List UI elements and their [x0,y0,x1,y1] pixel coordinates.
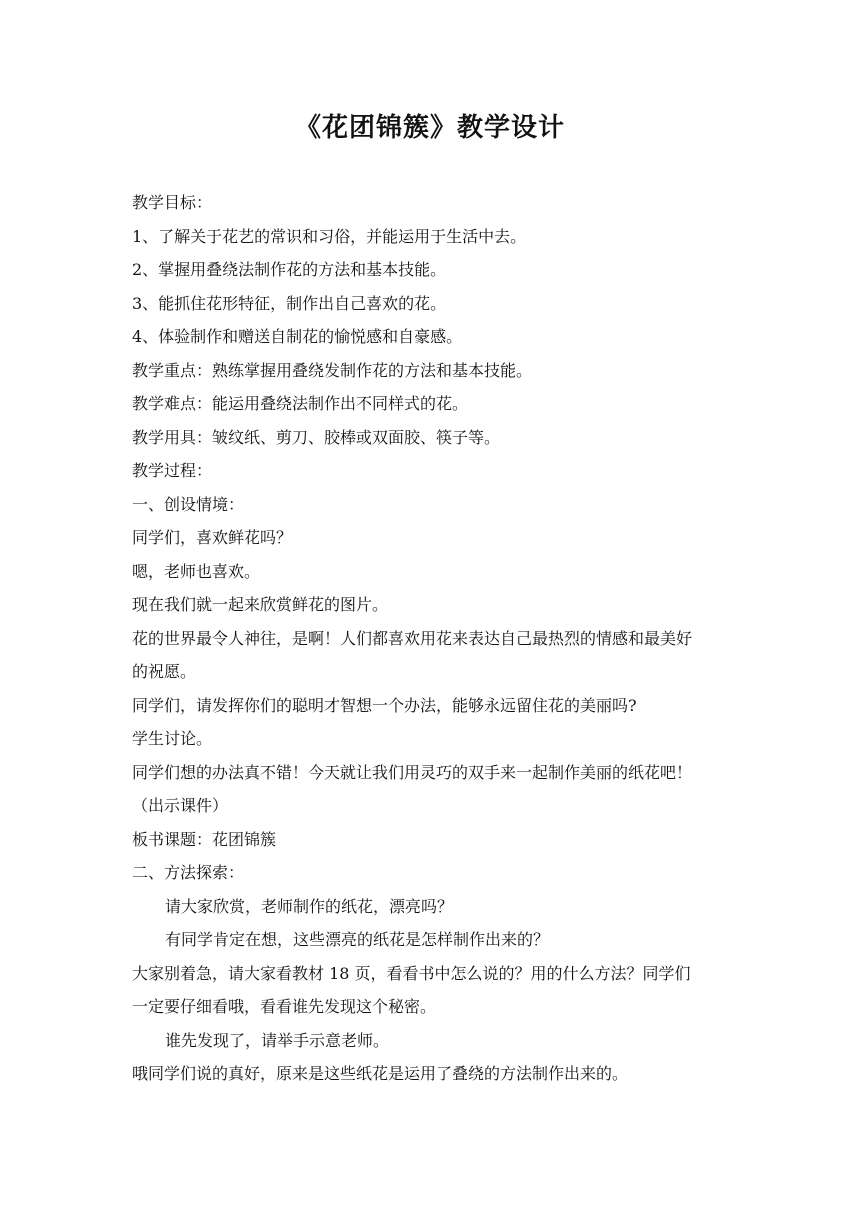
paragraph-line: 嗯，老师也喜欢。 [132,561,261,581]
teaching-difficulty: 教学难点：能运用叠绕法制作出不同样式的花。 [132,394,469,413]
paragraph-line: 同学们，喜欢鲜花吗？ [132,528,293,547]
paragraph-line: 有同学肯定在想，这些漂亮的纸花是怎样制作出来的？ [165,930,550,949]
objective-4: 4、体验制作和赠送自制花的愉悦感和自豪感。 [132,327,463,346]
document-title: 《花团锦簇》教学设计 [294,113,565,143]
paragraph-line: 哦同学们说的真好，原来是这些纸花是运用了叠绕的方法制作出来的。 [132,1064,629,1083]
paragraph-line: 谁先发现了，请举手示意老师。 [165,1030,390,1050]
objective-1: 1、了解关于花艺的常识和习俗，并能运用于生活中去。 [132,226,527,246]
paragraph-line: 请大家欣赏，老师制作的纸花，漂亮吗？ [165,896,454,916]
paragraph-line: 大家别着急，请大家看教材 18 页，看看书中怎么说的？用的什么方法？同学们 [132,963,691,983]
objective-2: 2、掌握用叠绕法制作花的方法和基本技能。 [132,260,447,279]
paragraph-line: （出示课件） [132,796,229,815]
paragraph-line: 同学们想的办法真不错！今天就让我们用灵巧的双手来一起制作美丽的纸花吧！ [132,762,693,782]
subheading-method: 二、方法探索： [132,863,245,882]
objective-3: 3、能抓住花形特征，制作出自己喜欢的花。 [132,293,447,313]
document-body [132,186,732,1091]
section-heading-objectives: 教学目标： [132,193,213,212]
paragraph-line: 学生讨论。 [132,729,213,748]
paragraph-line: 同学们，请发挥你们的聪明才智想一个办法，能够永远留住花的美丽吗? [132,695,637,715]
paragraph-line: 花的世界最令人神往，是啊！人们都喜欢用花来表达自己最热烈的情感和最美好 [132,628,693,648]
paragraph-line: 现在我们就一起来欣赏鲜花的图片。 [132,595,389,614]
subheading-situation: 一、创设情境： [132,494,245,514]
section-heading-process: 教学过程： [132,461,213,480]
teaching-tools: 教学用具：皱纹纸、剪刀、胶棒或双面胶、筷子等。 [132,427,501,447]
paragraph-line: 一定要仔细看哦，看看谁先发现这个秘密。 [132,997,437,1016]
board-topic: 板书课题：花团锦簇 [132,829,277,849]
paragraph-line: 的祝愿。 [132,662,197,681]
teaching-key-point: 教学重点：熟练掌握用叠绕发制作花的方法和基本技能。 [132,360,533,380]
